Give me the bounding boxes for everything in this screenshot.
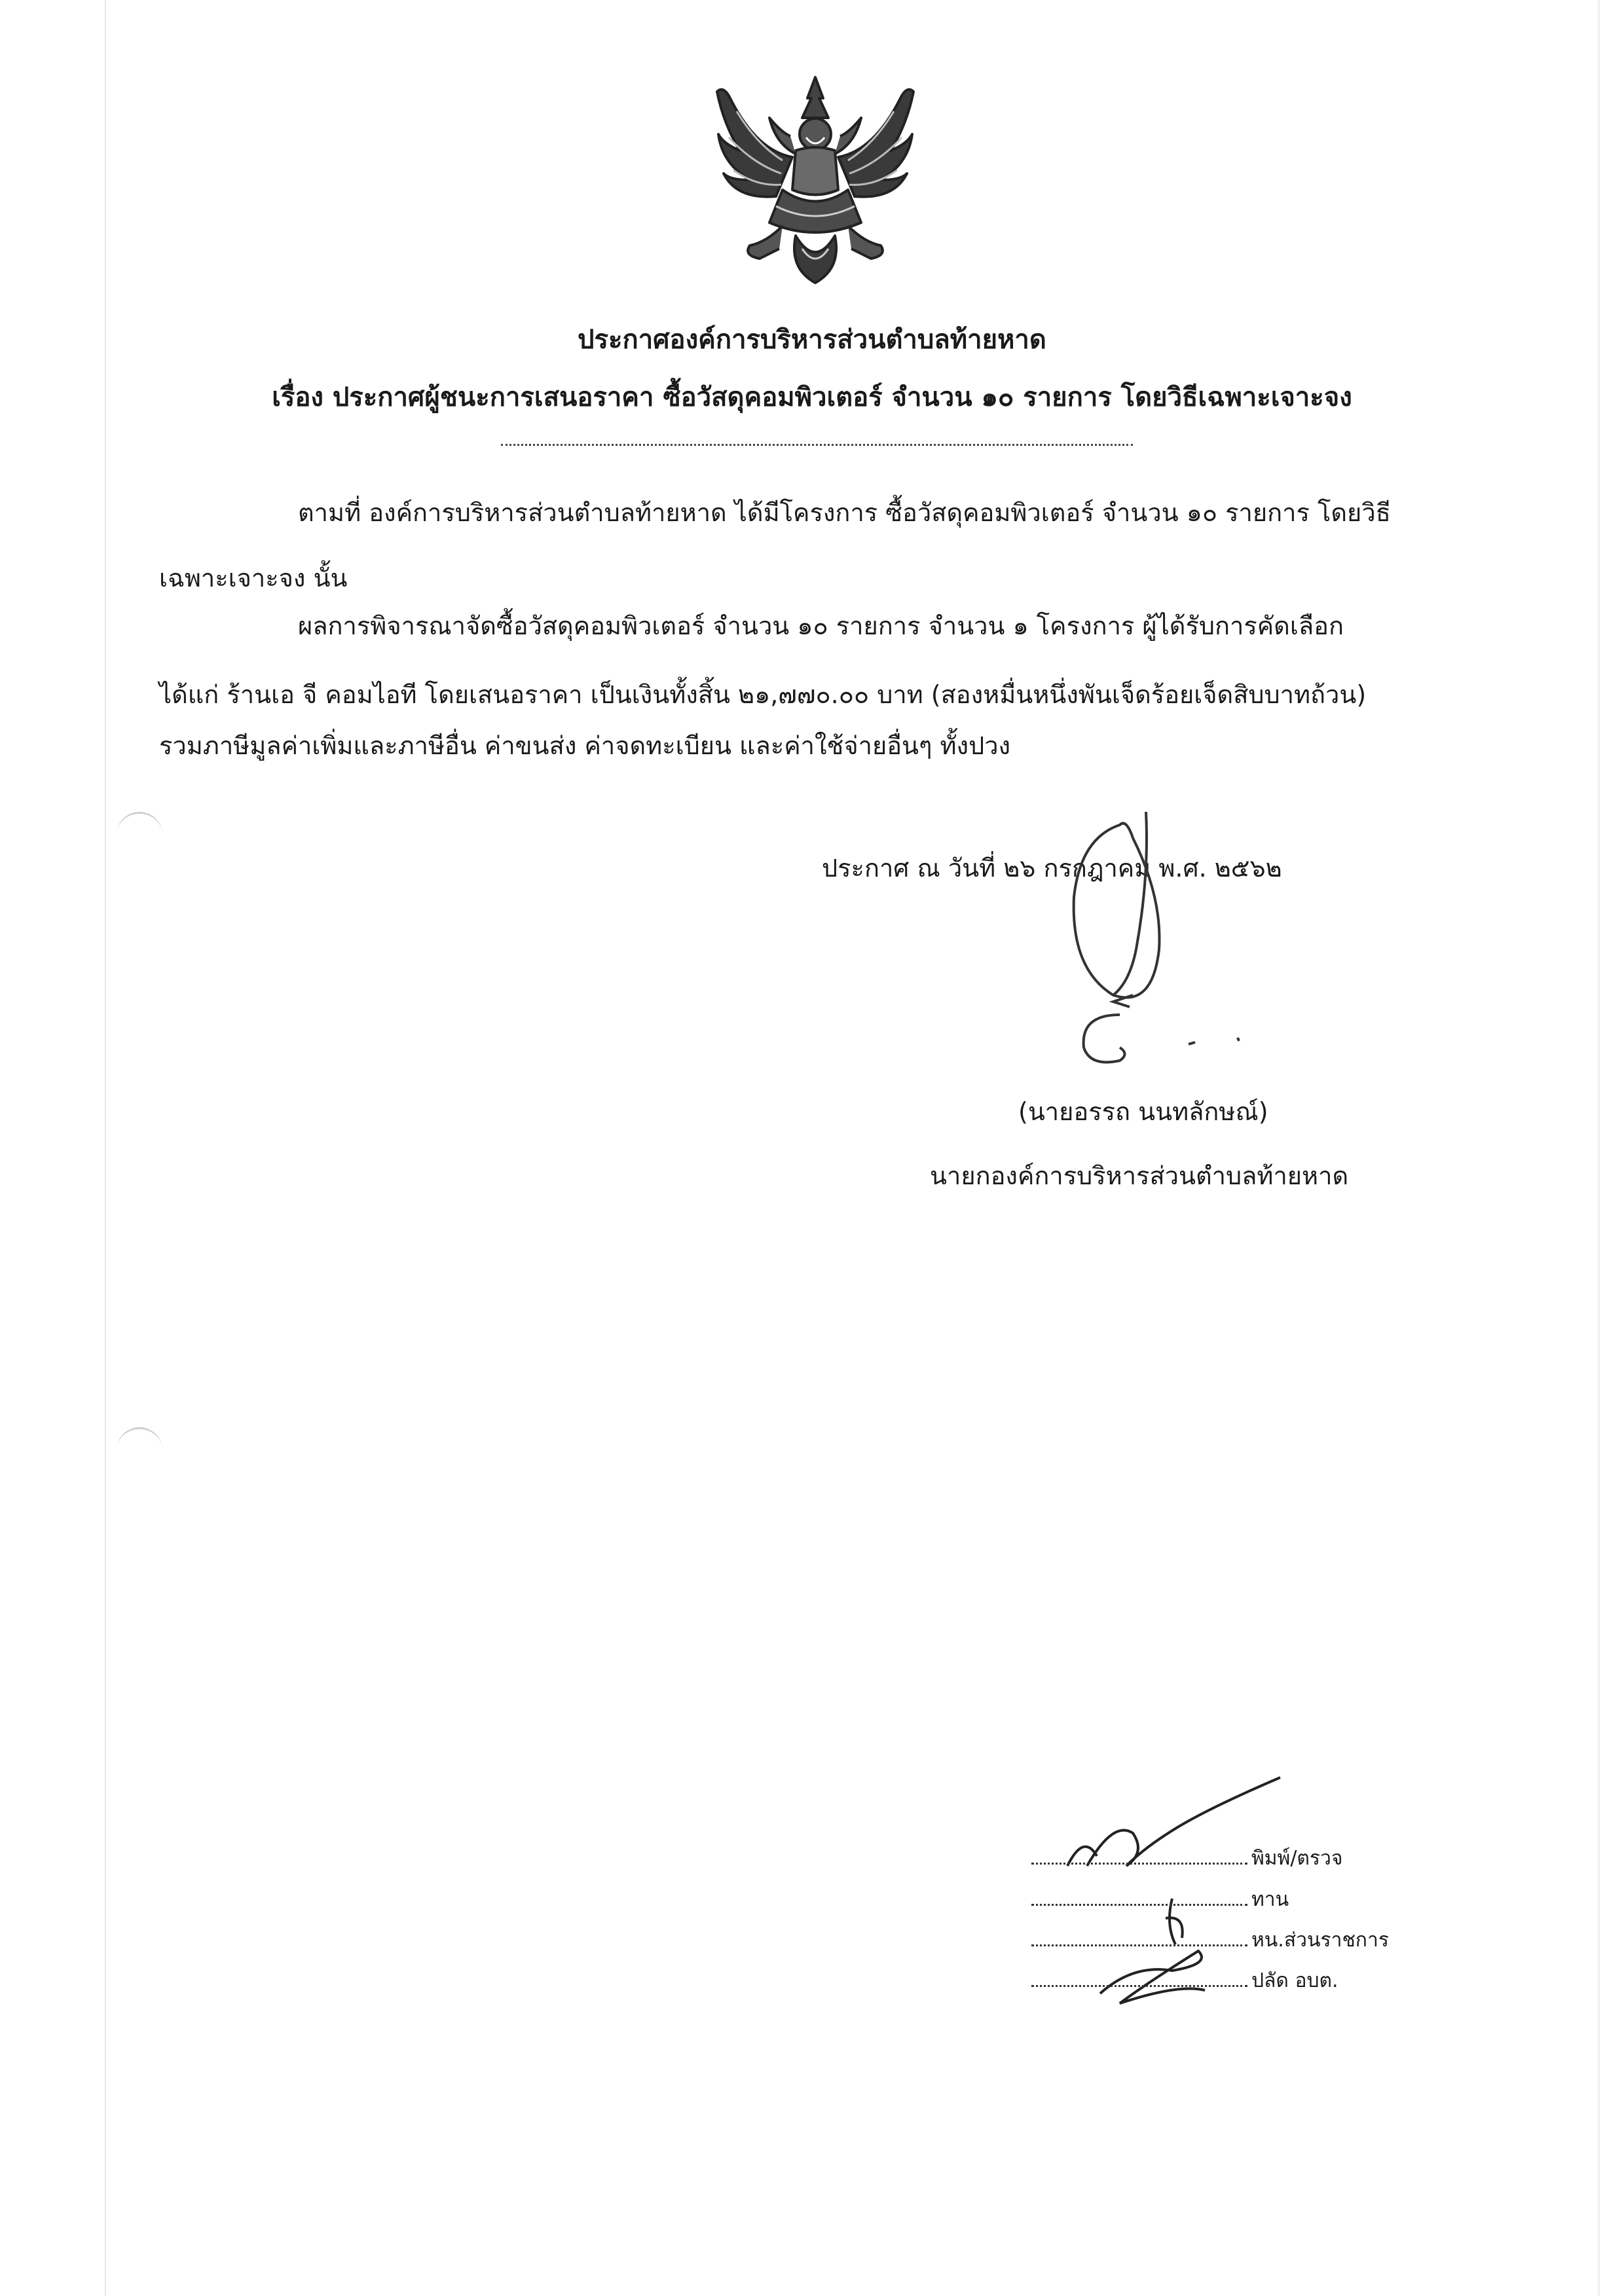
routing-row (1031, 1965, 1338, 1996)
routing-label: ปลัด อบต. (1251, 1969, 1338, 1992)
announcement-subject: เรื่อง ประกาศผู้ชนะการเสนอราคา ซื้อวัสดุคอมพิวเตอร์ จำนวน ๑๐ รายการ โดยวิธีเฉพาะเจาะจง (272, 382, 1352, 412)
routing-dots (1031, 1944, 1247, 1946)
paragraph-1-line-2: เฉพาะเจาะจง นั้น (159, 564, 348, 592)
announcement-title: ประกาศองค์การบริหารส่วนตำบลท้ายหาด (578, 325, 1046, 355)
paragraph-1-line-1: ตามที่ องค์การบริหารส่วนตำบลท้ายหาด ได้มีโครงการ ซื้อวัสดุคอมพิวเตอร์ จำนวน ๑๐ รายการ โดยวิธี (298, 498, 1391, 527)
signature-mark (1022, 799, 1270, 1074)
routing-label: พิมพ์/ตรวจ (1251, 1847, 1343, 1870)
routing-row (1031, 1925, 1389, 1956)
routing-label: ทาน (1251, 1888, 1289, 1911)
paragraph-2-line-1: ผลการพิจารณาจัดซื้อวัสดุคอมพิวเตอร์ จำนวน ๑๐ รายการ จำนวน ๑ โครงการ ผู้ได้รับการคัดเลือก (298, 611, 1344, 640)
garuda-emblem (704, 72, 927, 288)
paragraph-2-line-2: ได้แก่ ร้านเอ จี คอมไอที โดยเสนอราคา เป็นเงินทั้งสิ้น ๒๑,๗๗๐.๐๐ บาท (สองหมื่นหนึ่งพันเจ็ดร้อยเจ็ดสิบบาทถ้วน) (159, 680, 1367, 709)
announcement-date: ประกาศ ณ วันที่ ๒๖ กรกฎาคม พ.ศ. ๒๕๖๒ (822, 854, 1282, 883)
routing-dots (1031, 1904, 1247, 1906)
routing-dots (1031, 1863, 1247, 1865)
punch-hole-mark (117, 1427, 162, 1458)
routing-row (1031, 1843, 1342, 1874)
signer-position: นายกองค์การบริหารส่วนตำบลท้ายหาด (930, 1161, 1349, 1190)
routing-label: หน.ส่วนราชการ (1251, 1929, 1389, 1952)
routing-dots (1031, 1985, 1247, 1987)
dotted-divider (501, 444, 1133, 446)
paragraph-2-line-3: รวมภาษีมูลค่าเพิ่มและภาษีอื่น ค่าขนส่ง ค่าจดทะเบียน และค่าใช้จ่ายอื่นๆ ทั้งปวง (159, 731, 1011, 760)
punch-hole-mark (117, 812, 162, 843)
signer-name: (นายอรรถ นนทลักษณ์) (1018, 1097, 1268, 1126)
routing-row (1031, 1884, 1289, 1915)
